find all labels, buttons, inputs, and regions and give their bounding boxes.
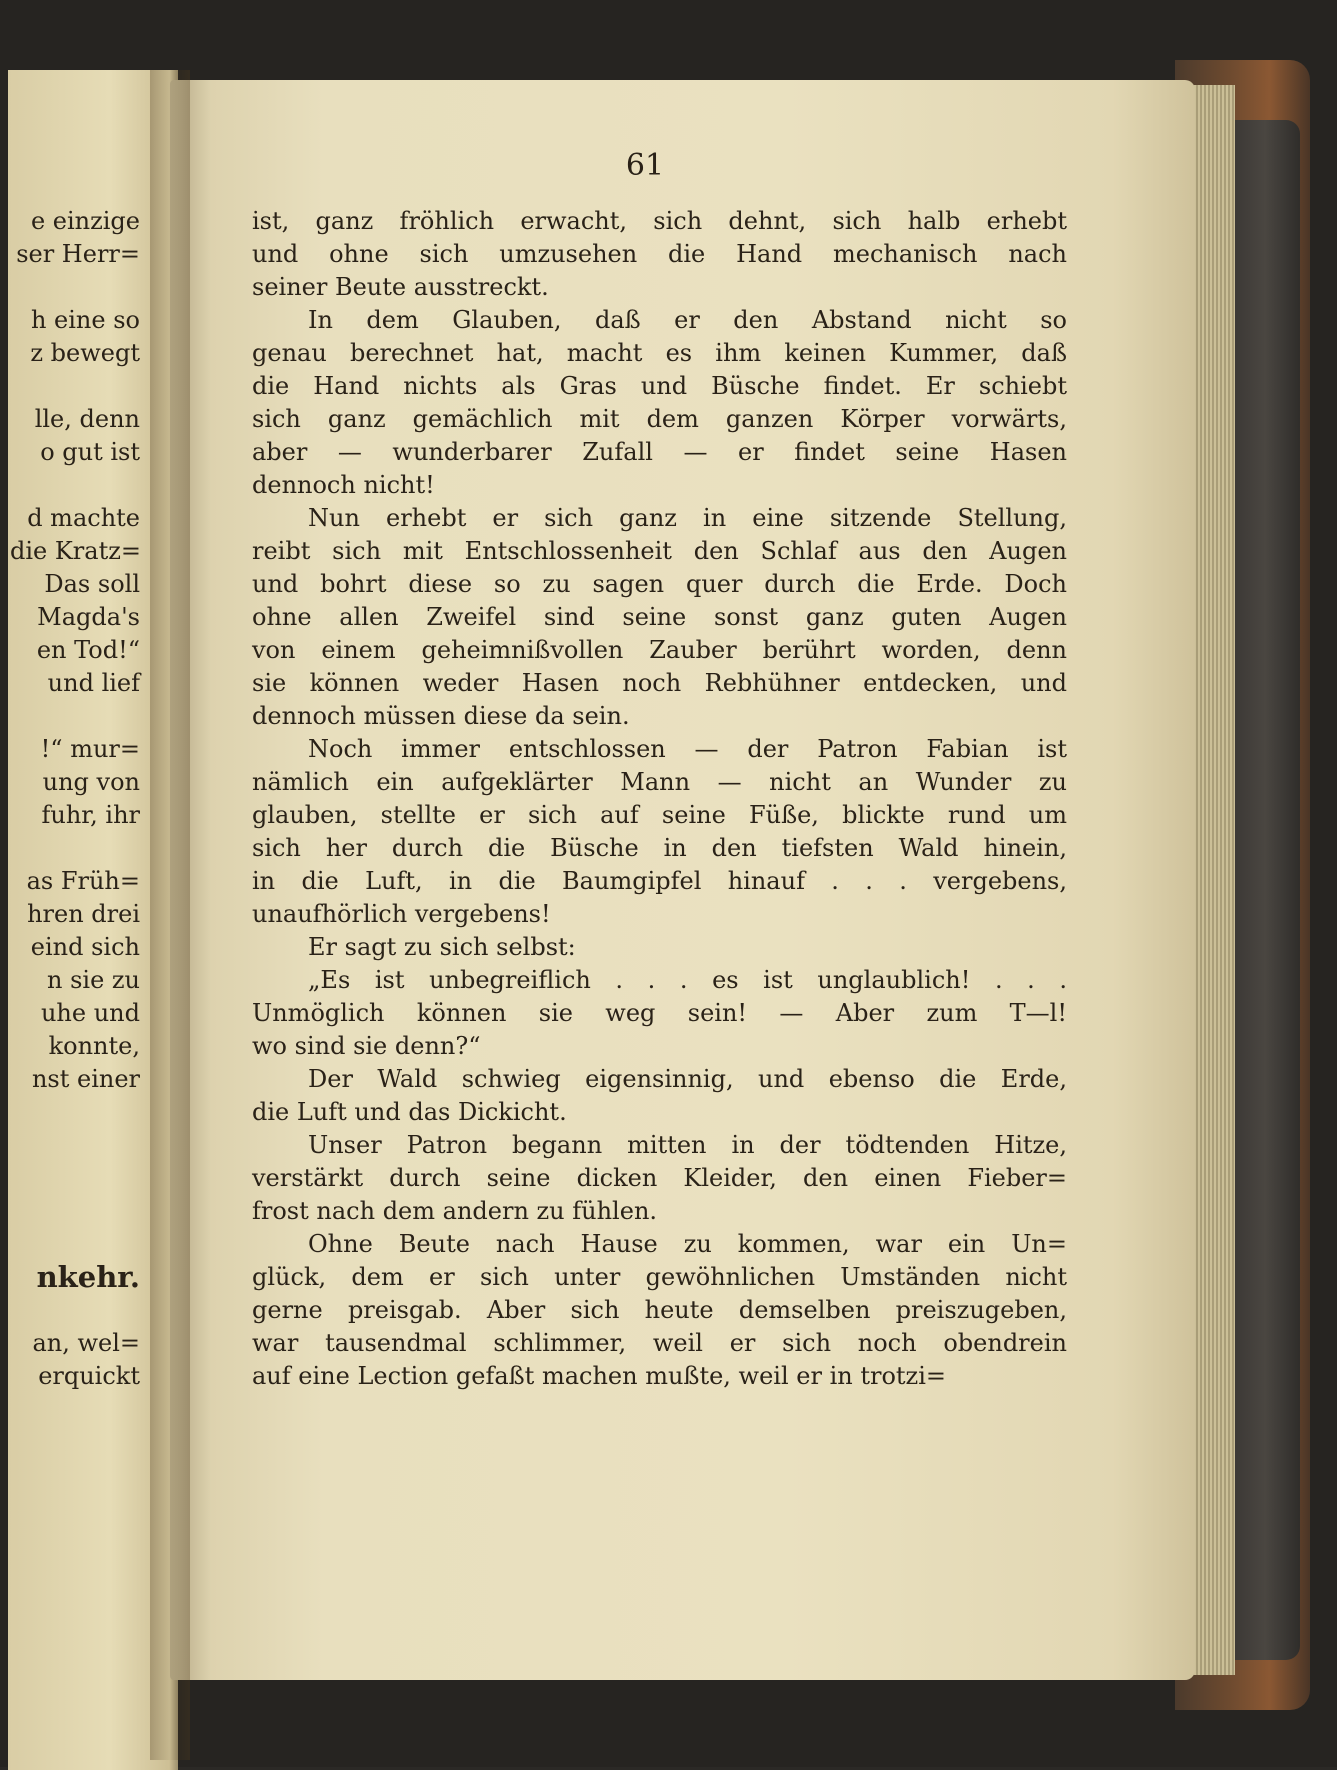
text-line: Unmöglich können sie weg sein! — Aber zum T—l! — [252, 999, 1067, 1027]
text-line: verstärkt durch seine dicken Kleider, den einen Fieber= — [252, 1164, 1067, 1192]
left-text-fragment: ung von — [42, 768, 140, 796]
text-line: ohne allen Zweifel sind seine sonst ganz guten Augen — [252, 603, 1067, 631]
text-line: auf eine Lection gefaßt machen mußte, weil er in trotzi= — [252, 1362, 946, 1390]
left-text-fragment: as Früh= — [26, 867, 140, 895]
text-line: In dem Glauben, daß er den Abstand nicht so — [308, 306, 1067, 334]
text-line: die Hand nichts als Gras und Büsche findet. Er schiebt — [252, 372, 1067, 400]
left-text-fragment: d machte — [27, 504, 140, 532]
left-text-fragment: nkehr. — [36, 1260, 140, 1294]
text-line: nämlich ein aufgeklärter Mann — nicht an Wunder zu — [252, 768, 1067, 796]
left-text-fragment: lle, denn — [34, 405, 140, 433]
text-line: Ohne Beute nach Hause zu kommen, war ein Un= — [308, 1230, 1067, 1258]
text-line: dennoch müssen diese da sein. — [252, 702, 630, 730]
text-line: ist, ganz fröhlich erwacht, sich dehnt, sich halb erhebt — [252, 207, 1067, 235]
left-text-fragment: en Tod!“ — [36, 636, 140, 664]
left-text-fragment: Das soll — [44, 570, 140, 598]
line-gap — [10, 271, 140, 304]
left-text-fragment: Magda's — [37, 603, 140, 631]
left-text-fragment: ser Herr= — [16, 240, 140, 268]
text-line: unaufhörlich vergebens! — [252, 900, 551, 928]
line-gap — [10, 1294, 140, 1327]
text-line: war tausendmal schlimmer, weil er sich noch obendrein — [252, 1329, 1067, 1357]
text-line: sie können weder Hasen noch Rebhühner entdecken, und — [252, 669, 1067, 697]
left-page-text-fragments — [10, 205, 140, 1393]
line-gap — [10, 832, 140, 865]
text-line: sich her durch die Büsche in den tiefsten Wald hinein, — [252, 834, 1067, 862]
left-text-fragment: hren drei — [27, 900, 140, 928]
text-line: gerne preisgab. Aber sich heute demselben preiszugeben, — [252, 1296, 1067, 1324]
text-line: Der Wald schwieg eigensinnig, und ebenso die Erde, — [308, 1065, 1067, 1093]
book-spine-leather — [1230, 120, 1300, 1660]
text-line: genau berechnet hat, macht es ihm keinen Kummer, daß — [252, 339, 1067, 367]
left-text-fragment: eind sich — [30, 933, 140, 961]
text-line: in die Luft, in die Baumgipfel hinauf . . . vergebens, — [252, 867, 1067, 895]
text-line: und ohne sich umzusehen die Hand mechanisch nach — [252, 240, 1067, 268]
text-line: Nun erhebt er sich ganz in eine sitzende Stellung, — [308, 504, 1067, 532]
text-line: aber — wunderbarer Zufall — er findet seine Hasen — [252, 438, 1067, 466]
text-line: sich ganz gemächlich mit dem ganzen Körper vorwärts, — [252, 405, 1067, 433]
left-text-fragment: an, wel= — [32, 1329, 140, 1357]
text-line: seiner Beute ausstreckt. — [252, 273, 549, 301]
line-gap — [10, 1129, 140, 1162]
left-text-fragment: fuhr, ihr — [41, 801, 140, 829]
left-text-fragment: die Kratz= — [10, 537, 141, 565]
left-text-fragment: z bewegt — [30, 339, 140, 367]
text-line: Noch immer entschlossen — der Patron Fabian ist — [308, 735, 1067, 763]
text-line: Unser Patron begann mitten in der tödtenden Hitze, — [308, 1131, 1067, 1159]
line-gap — [10, 700, 140, 733]
text-line: frost nach dem andern zu fühlen. — [252, 1197, 658, 1225]
text-line: wo sind sie denn?“ — [252, 1032, 481, 1060]
text-line: dennoch nicht! — [252, 471, 435, 499]
left-text-fragment: uhe und — [40, 999, 140, 1027]
left-text-fragment: e einzige — [30, 207, 140, 235]
left-text-fragment: n sie zu — [46, 966, 140, 994]
line-gap — [10, 1162, 140, 1195]
text-line: die Luft und das Dickicht. — [252, 1098, 567, 1126]
text-line: reibt sich mit Entschlossenheit den Schlaf aus den Augen — [252, 537, 1067, 565]
line-gap — [10, 1096, 140, 1129]
page-number: 61 — [625, 148, 665, 183]
line-gap — [10, 469, 140, 502]
text-line: glück, dem er sich unter gewöhnlichen Umständen nicht — [252, 1263, 1067, 1291]
page-edges — [1190, 85, 1235, 1675]
left-text-fragment: h eine so — [30, 306, 140, 334]
text-line: „Es ist unbegreiflich . . . es ist unglaublich! . . . — [308, 966, 1067, 994]
line-gap — [10, 370, 140, 403]
page-body-text — [252, 205, 1067, 1393]
left-text-fragment: o gut ist — [40, 438, 140, 466]
left-text-fragment: und lief — [47, 669, 140, 697]
line-gap — [10, 1228, 140, 1261]
gutter-shadow — [150, 70, 190, 1760]
text-line: und bohrt diese so zu sagen quer durch die Erde. Doch — [252, 570, 1067, 598]
left-text-fragment: nst einer — [31, 1065, 140, 1093]
left-text-fragment: erquickt — [38, 1362, 140, 1390]
text-line: Er sagt zu sich selbst: — [308, 933, 576, 961]
text-line: glauben, stellte er sich auf seine Füße, blickte rund um — [252, 801, 1067, 829]
left-text-fragment: konnte, — [48, 1032, 140, 1060]
left-text-fragment: !“ mur= — [40, 735, 140, 763]
text-line: von einem geheimnißvollen Zauber berührt worden, denn — [252, 636, 1067, 664]
line-gap — [10, 1195, 140, 1228]
